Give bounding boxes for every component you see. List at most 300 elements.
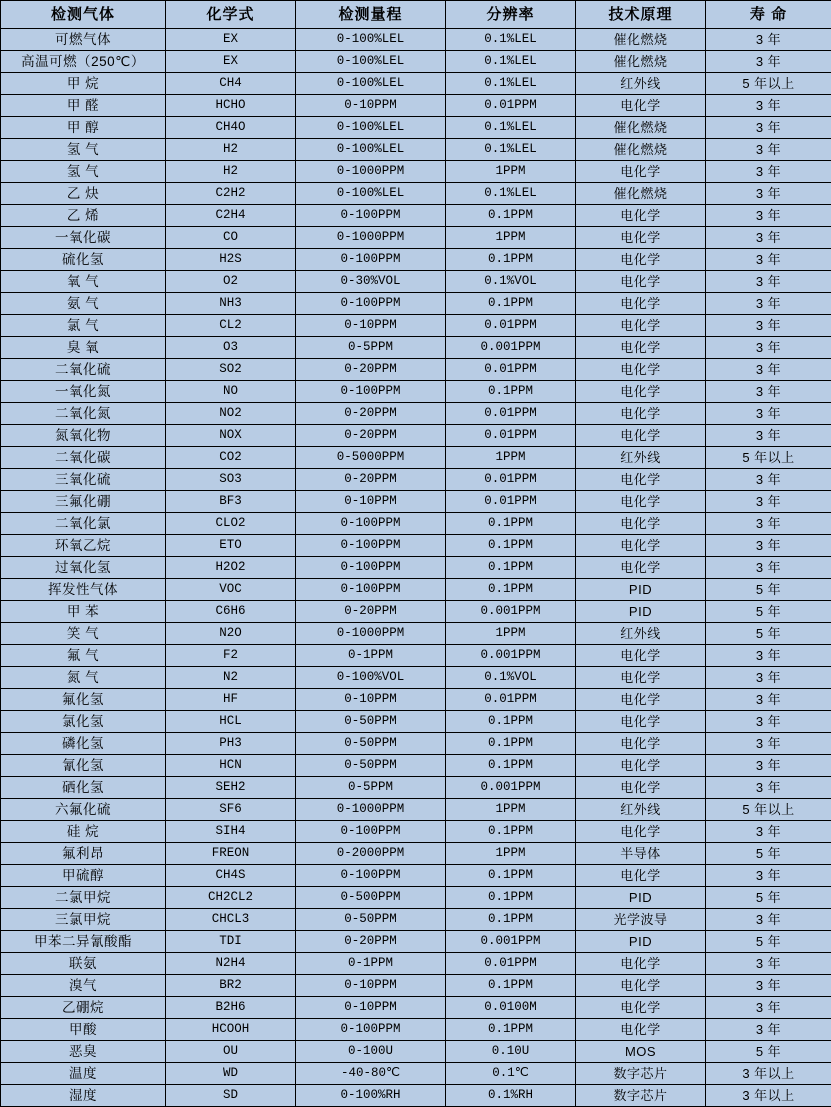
cell-lifetime: 3 年 bbox=[706, 491, 831, 513]
cell-gas: 氧 气 bbox=[1, 271, 166, 293]
cell-technology: 电化学 bbox=[576, 337, 706, 359]
cell-lifetime: 5 年 bbox=[706, 623, 831, 645]
cell-formula: NO bbox=[166, 381, 296, 403]
cell-resolution: 0.1PPM bbox=[446, 535, 576, 557]
cell-lifetime: 3 年 bbox=[706, 403, 831, 425]
cell-lifetime: 5 年 bbox=[706, 887, 831, 909]
cell-gas: 乙硼烷 bbox=[1, 997, 166, 1019]
table-row bbox=[1, 645, 831, 667]
cell-lifetime: 3 年 bbox=[706, 381, 831, 403]
table-row bbox=[1, 337, 831, 359]
cell-technology: 电化学 bbox=[576, 491, 706, 513]
table-row bbox=[1, 799, 831, 821]
cell-range: 0-20PPM bbox=[296, 425, 446, 447]
cell-resolution: 0.1%LEL bbox=[446, 73, 576, 95]
cell-resolution: 0.1PPM bbox=[446, 1019, 576, 1041]
cell-lifetime: 3 年 bbox=[706, 821, 831, 843]
cell-technology: 电化学 bbox=[576, 469, 706, 491]
cell-range: 0-100PPM bbox=[296, 865, 446, 887]
cell-formula: VOC bbox=[166, 579, 296, 601]
cell-resolution: 0.001PPM bbox=[446, 931, 576, 953]
cell-formula: N2O bbox=[166, 623, 296, 645]
cell-range: 0-100%LEL bbox=[296, 183, 446, 205]
cell-technology: 红外线 bbox=[576, 447, 706, 469]
cell-lifetime: 3 年 bbox=[706, 645, 831, 667]
cell-lifetime: 3 年 bbox=[706, 117, 831, 139]
table-header-row bbox=[1, 1, 831, 29]
cell-lifetime: 3 年 bbox=[706, 513, 831, 535]
cell-formula: HF bbox=[166, 689, 296, 711]
cell-formula: N2H4 bbox=[166, 953, 296, 975]
cell-gas: 臭 氧 bbox=[1, 337, 166, 359]
cell-gas: 氮 气 bbox=[1, 667, 166, 689]
cell-range: 0-100PPM bbox=[296, 557, 446, 579]
cell-lifetime: 3 年 bbox=[706, 755, 831, 777]
cell-formula: H2 bbox=[166, 161, 296, 183]
cell-gas: 二氧化氮 bbox=[1, 403, 166, 425]
cell-technology: 电化学 bbox=[576, 425, 706, 447]
cell-gas: 氮氧化物 bbox=[1, 425, 166, 447]
cell-resolution: 0.1%LEL bbox=[446, 29, 576, 51]
cell-gas: 溴气 bbox=[1, 975, 166, 997]
cell-gas: 甲硫醇 bbox=[1, 865, 166, 887]
table-row bbox=[1, 1085, 831, 1107]
cell-technology: 电化学 bbox=[576, 293, 706, 315]
cell-lifetime: 5 年以上 bbox=[706, 73, 831, 95]
cell-formula: OU bbox=[166, 1041, 296, 1063]
cell-lifetime: 3 年 bbox=[706, 337, 831, 359]
column-header-resolution: 分辨率 bbox=[446, 1, 576, 29]
table-row bbox=[1, 711, 831, 733]
cell-technology: PID bbox=[576, 887, 706, 909]
cell-resolution: 0.01PPM bbox=[446, 403, 576, 425]
table-row bbox=[1, 843, 831, 865]
cell-formula: EX bbox=[166, 51, 296, 73]
cell-technology: PID bbox=[576, 579, 706, 601]
table-row bbox=[1, 73, 831, 95]
cell-gas: 甲酸 bbox=[1, 1019, 166, 1041]
cell-gas: 二氧化碳 bbox=[1, 447, 166, 469]
cell-gas: 二氯甲烷 bbox=[1, 887, 166, 909]
cell-gas: 高温可燃（250℃） bbox=[1, 51, 166, 73]
table-row bbox=[1, 29, 831, 51]
cell-gas: 氟 气 bbox=[1, 645, 166, 667]
cell-resolution: 0.0100M bbox=[446, 997, 576, 1019]
cell-lifetime: 3 年 bbox=[706, 469, 831, 491]
cell-technology: 电化学 bbox=[576, 865, 706, 887]
cell-lifetime: 5 年以上 bbox=[706, 799, 831, 821]
cell-gas: 氯化氢 bbox=[1, 711, 166, 733]
cell-formula: WD bbox=[166, 1063, 296, 1085]
cell-resolution: 0.1PPM bbox=[446, 821, 576, 843]
cell-resolution: 0.1%LEL bbox=[446, 117, 576, 139]
cell-formula: HCL bbox=[166, 711, 296, 733]
cell-lifetime: 5 年 bbox=[706, 931, 831, 953]
cell-lifetime: 3 年 bbox=[706, 359, 831, 381]
cell-gas: 一氧化氮 bbox=[1, 381, 166, 403]
cell-range: 0-100PPM bbox=[296, 293, 446, 315]
cell-technology: 电化学 bbox=[576, 689, 706, 711]
cell-technology: 电化学 bbox=[576, 777, 706, 799]
cell-range: 0-100%VOL bbox=[296, 667, 446, 689]
cell-lifetime: 5 年以上 bbox=[706, 447, 831, 469]
cell-resolution: 0.1PPM bbox=[446, 293, 576, 315]
table-row bbox=[1, 601, 831, 623]
cell-formula: SF6 bbox=[166, 799, 296, 821]
cell-lifetime: 3 年 bbox=[706, 51, 831, 73]
cell-resolution: 0.01PPM bbox=[446, 315, 576, 337]
table-row bbox=[1, 381, 831, 403]
cell-technology: 催化燃烧 bbox=[576, 29, 706, 51]
cell-lifetime: 3 年 bbox=[706, 95, 831, 117]
cell-formula: B2H6 bbox=[166, 997, 296, 1019]
cell-range: 0-1000PPM bbox=[296, 623, 446, 645]
cell-range: 0-5PPM bbox=[296, 777, 446, 799]
table-row bbox=[1, 425, 831, 447]
cell-formula: CLO2 bbox=[166, 513, 296, 535]
cell-formula: NH3 bbox=[166, 293, 296, 315]
cell-technology: 电化学 bbox=[576, 667, 706, 689]
cell-resolution: 1PPM bbox=[446, 227, 576, 249]
cell-technology: 电化学 bbox=[576, 161, 706, 183]
cell-resolution: 0.1PPM bbox=[446, 513, 576, 535]
cell-formula: NOX bbox=[166, 425, 296, 447]
cell-range: 0-10PPM bbox=[296, 491, 446, 513]
table-row bbox=[1, 733, 831, 755]
cell-resolution: 0.1%LEL bbox=[446, 51, 576, 73]
cell-gas: 可燃气体 bbox=[1, 29, 166, 51]
cell-gas: 甲 醛 bbox=[1, 95, 166, 117]
cell-technology: 电化学 bbox=[576, 315, 706, 337]
cell-lifetime: 3 年以上 bbox=[706, 1063, 831, 1085]
cell-gas: 温度 bbox=[1, 1063, 166, 1085]
cell-gas: 挥发性气体 bbox=[1, 579, 166, 601]
cell-gas: 二氧化硫 bbox=[1, 359, 166, 381]
cell-gas: 甲 苯 bbox=[1, 601, 166, 623]
cell-range: 0-100%LEL bbox=[296, 29, 446, 51]
cell-formula: CHCL3 bbox=[166, 909, 296, 931]
table-row bbox=[1, 117, 831, 139]
cell-gas: 硅 烷 bbox=[1, 821, 166, 843]
table-row bbox=[1, 403, 831, 425]
cell-formula: CH4S bbox=[166, 865, 296, 887]
cell-resolution: 0.10U bbox=[446, 1041, 576, 1063]
cell-range: 0-1000PPM bbox=[296, 161, 446, 183]
table-row bbox=[1, 227, 831, 249]
cell-gas: 三氧化硫 bbox=[1, 469, 166, 491]
cell-gas: 乙 烯 bbox=[1, 205, 166, 227]
cell-gas: 硒化氢 bbox=[1, 777, 166, 799]
cell-resolution: 0.1PPM bbox=[446, 249, 576, 271]
cell-technology: 催化燃烧 bbox=[576, 183, 706, 205]
cell-resolution: 0.001PPM bbox=[446, 337, 576, 359]
cell-gas: 磷化氢 bbox=[1, 733, 166, 755]
cell-formula: CO2 bbox=[166, 447, 296, 469]
table-row bbox=[1, 755, 831, 777]
cell-lifetime: 3 年 bbox=[706, 315, 831, 337]
cell-lifetime: 3 年 bbox=[706, 975, 831, 997]
cell-range: 0-20PPM bbox=[296, 359, 446, 381]
cell-resolution: 1PPM bbox=[446, 623, 576, 645]
cell-technology: 红外线 bbox=[576, 799, 706, 821]
cell-lifetime: 3 年 bbox=[706, 293, 831, 315]
cell-gas: 氟利昂 bbox=[1, 843, 166, 865]
cell-formula: C6H6 bbox=[166, 601, 296, 623]
column-header-range: 检测量程 bbox=[296, 1, 446, 29]
cell-gas: 六氟化硫 bbox=[1, 799, 166, 821]
cell-gas: 二氧化氯 bbox=[1, 513, 166, 535]
cell-technology: 电化学 bbox=[576, 821, 706, 843]
cell-technology: 电化学 bbox=[576, 227, 706, 249]
table-row bbox=[1, 161, 831, 183]
cell-formula: CL2 bbox=[166, 315, 296, 337]
cell-technology: 电化学 bbox=[576, 711, 706, 733]
cell-gas: 笑 气 bbox=[1, 623, 166, 645]
cell-range: 0-5PPM bbox=[296, 337, 446, 359]
cell-range: 0-1PPM bbox=[296, 953, 446, 975]
cell-resolution: 0.01PPM bbox=[446, 491, 576, 513]
cell-range: 0-100%LEL bbox=[296, 117, 446, 139]
cell-resolution: 0.1PPM bbox=[446, 755, 576, 777]
cell-resolution: 0.1℃ bbox=[446, 1063, 576, 1085]
cell-range: -40-80℃ bbox=[296, 1063, 446, 1085]
cell-technology: 电化学 bbox=[576, 205, 706, 227]
table-row bbox=[1, 51, 831, 73]
table-row bbox=[1, 205, 831, 227]
column-header-technology: 技术原理 bbox=[576, 1, 706, 29]
cell-technology: 催化燃烧 bbox=[576, 51, 706, 73]
table-row bbox=[1, 689, 831, 711]
cell-resolution: 0.1PPM bbox=[446, 557, 576, 579]
cell-lifetime: 3 年 bbox=[706, 689, 831, 711]
cell-formula: CH2CL2 bbox=[166, 887, 296, 909]
cell-lifetime: 3 年 bbox=[706, 1019, 831, 1041]
cell-technology: 电化学 bbox=[576, 249, 706, 271]
cell-range: 0-100%LEL bbox=[296, 73, 446, 95]
cell-gas: 环氧乙烷 bbox=[1, 535, 166, 557]
table-row bbox=[1, 359, 831, 381]
cell-resolution: 0.01PPM bbox=[446, 469, 576, 491]
table-row bbox=[1, 1063, 831, 1085]
cell-formula: HCHO bbox=[166, 95, 296, 117]
cell-formula: C2H4 bbox=[166, 205, 296, 227]
cell-formula: N2 bbox=[166, 667, 296, 689]
table-row bbox=[1, 557, 831, 579]
cell-lifetime: 5 年 bbox=[706, 601, 831, 623]
cell-range: 0-100PPM bbox=[296, 1019, 446, 1041]
cell-resolution: 0.001PPM bbox=[446, 601, 576, 623]
cell-gas: 氨 气 bbox=[1, 293, 166, 315]
table-row bbox=[1, 315, 831, 337]
cell-formula: O3 bbox=[166, 337, 296, 359]
table-row bbox=[1, 997, 831, 1019]
cell-range: 0-20PPM bbox=[296, 601, 446, 623]
cell-gas: 氟化氢 bbox=[1, 689, 166, 711]
cell-range: 0-30%VOL bbox=[296, 271, 446, 293]
cell-range: 0-100%LEL bbox=[296, 139, 446, 161]
cell-formula: O2 bbox=[166, 271, 296, 293]
cell-resolution: 0.1PPM bbox=[446, 975, 576, 997]
cell-formula: SO3 bbox=[166, 469, 296, 491]
cell-range: 0-10PPM bbox=[296, 689, 446, 711]
cell-formula: HCOOH bbox=[166, 1019, 296, 1041]
cell-technology: PID bbox=[576, 931, 706, 953]
cell-formula: ETO bbox=[166, 535, 296, 557]
cell-lifetime: 5 年 bbox=[706, 579, 831, 601]
cell-gas: 甲苯二异氰酸酯 bbox=[1, 931, 166, 953]
cell-gas: 乙 炔 bbox=[1, 183, 166, 205]
cell-resolution: 1PPM bbox=[446, 843, 576, 865]
table-row bbox=[1, 249, 831, 271]
cell-resolution: 0.001PPM bbox=[446, 645, 576, 667]
cell-technology: 红外线 bbox=[576, 73, 706, 95]
cell-range: 0-20PPM bbox=[296, 469, 446, 491]
cell-technology: 催化燃烧 bbox=[576, 139, 706, 161]
cell-range: 0-100%LEL bbox=[296, 51, 446, 73]
cell-lifetime: 3 年 bbox=[706, 183, 831, 205]
cell-formula: C2H2 bbox=[166, 183, 296, 205]
cell-formula: NO2 bbox=[166, 403, 296, 425]
cell-formula: SIH4 bbox=[166, 821, 296, 843]
cell-lifetime: 5 年 bbox=[706, 843, 831, 865]
cell-resolution: 0.01PPM bbox=[446, 689, 576, 711]
cell-resolution: 0.1PPM bbox=[446, 381, 576, 403]
cell-formula: TDI bbox=[166, 931, 296, 953]
cell-formula: HCN bbox=[166, 755, 296, 777]
cell-lifetime: 3 年 bbox=[706, 909, 831, 931]
cell-resolution: 0.1%LEL bbox=[446, 139, 576, 161]
table-row bbox=[1, 469, 831, 491]
cell-range: 0-100PPM bbox=[296, 249, 446, 271]
cell-gas: 联氨 bbox=[1, 953, 166, 975]
table-row bbox=[1, 139, 831, 161]
table-row bbox=[1, 821, 831, 843]
table-row bbox=[1, 1019, 831, 1041]
cell-technology: 电化学 bbox=[576, 645, 706, 667]
table-row bbox=[1, 447, 831, 469]
cell-formula: SD bbox=[166, 1085, 296, 1107]
cell-range: 0-100U bbox=[296, 1041, 446, 1063]
cell-resolution: 0.1PPM bbox=[446, 711, 576, 733]
cell-gas: 湿度 bbox=[1, 1085, 166, 1107]
cell-lifetime: 3 年 bbox=[706, 997, 831, 1019]
cell-lifetime: 3 年 bbox=[706, 425, 831, 447]
cell-formula: SEH2 bbox=[166, 777, 296, 799]
table-row bbox=[1, 513, 831, 535]
cell-range: 0-1000PPM bbox=[296, 227, 446, 249]
cell-gas: 氰化氢 bbox=[1, 755, 166, 777]
cell-range: 0-10PPM bbox=[296, 997, 446, 1019]
cell-technology: 电化学 bbox=[576, 535, 706, 557]
cell-range: 0-20PPM bbox=[296, 403, 446, 425]
cell-formula: H2 bbox=[166, 139, 296, 161]
cell-formula: BF3 bbox=[166, 491, 296, 513]
table-row bbox=[1, 667, 831, 689]
cell-range: 0-100PPM bbox=[296, 513, 446, 535]
cell-resolution: 0.01PPM bbox=[446, 359, 576, 381]
table-row bbox=[1, 535, 831, 557]
cell-range: 0-100PPM bbox=[296, 381, 446, 403]
cell-technology: 半导体 bbox=[576, 843, 706, 865]
cell-gas: 硫化氢 bbox=[1, 249, 166, 271]
cell-technology: 电化学 bbox=[576, 95, 706, 117]
cell-resolution: 0.1%RH bbox=[446, 1085, 576, 1107]
cell-lifetime: 3 年 bbox=[706, 557, 831, 579]
cell-formula: CH4O bbox=[166, 117, 296, 139]
cell-formula: H2O2 bbox=[166, 557, 296, 579]
cell-range: 0-2000PPM bbox=[296, 843, 446, 865]
cell-formula: PH3 bbox=[166, 733, 296, 755]
table-row bbox=[1, 1041, 831, 1063]
cell-lifetime: 3 年 bbox=[706, 29, 831, 51]
cell-range: 0-50PPM bbox=[296, 733, 446, 755]
cell-resolution: 0.1PPM bbox=[446, 205, 576, 227]
cell-gas: 过氧化氢 bbox=[1, 557, 166, 579]
cell-resolution: 0.01PPM bbox=[446, 425, 576, 447]
table-row bbox=[1, 491, 831, 513]
cell-range: 0-5000PPM bbox=[296, 447, 446, 469]
cell-gas: 甲 醇 bbox=[1, 117, 166, 139]
cell-resolution: 1PPM bbox=[446, 799, 576, 821]
table-row bbox=[1, 95, 831, 117]
cell-technology: 电化学 bbox=[576, 381, 706, 403]
cell-range: 0-10PPM bbox=[296, 315, 446, 337]
cell-technology: 电化学 bbox=[576, 997, 706, 1019]
cell-lifetime: 3 年 bbox=[706, 205, 831, 227]
cell-technology: 数字芯片 bbox=[576, 1085, 706, 1107]
cell-gas: 三氟化硼 bbox=[1, 491, 166, 513]
cell-resolution: 0.1PPM bbox=[446, 733, 576, 755]
cell-lifetime: 3 年 bbox=[706, 733, 831, 755]
column-header-formula: 化学式 bbox=[166, 1, 296, 29]
table-row bbox=[1, 623, 831, 645]
cell-formula: H2S bbox=[166, 249, 296, 271]
table-row bbox=[1, 183, 831, 205]
cell-formula: CH4 bbox=[166, 73, 296, 95]
table-row bbox=[1, 887, 831, 909]
cell-range: 0-50PPM bbox=[296, 711, 446, 733]
cell-lifetime: 3 年 bbox=[706, 161, 831, 183]
cell-resolution: 1PPM bbox=[446, 447, 576, 469]
table-row bbox=[1, 909, 831, 931]
cell-technology: 电化学 bbox=[576, 733, 706, 755]
table-row bbox=[1, 579, 831, 601]
cell-lifetime: 3 年以上 bbox=[706, 1085, 831, 1107]
cell-gas: 三氯甲烷 bbox=[1, 909, 166, 931]
cell-resolution: 0.1%LEL bbox=[446, 183, 576, 205]
cell-technology: 电化学 bbox=[576, 403, 706, 425]
cell-formula: SO2 bbox=[166, 359, 296, 381]
cell-lifetime: 3 年 bbox=[706, 667, 831, 689]
table-row bbox=[1, 271, 831, 293]
cell-formula: CO bbox=[166, 227, 296, 249]
table-row bbox=[1, 777, 831, 799]
cell-technology: 电化学 bbox=[576, 1019, 706, 1041]
cell-lifetime: 3 年 bbox=[706, 711, 831, 733]
cell-gas: 甲 烷 bbox=[1, 73, 166, 95]
cell-lifetime: 3 年 bbox=[706, 777, 831, 799]
cell-technology: PID bbox=[576, 601, 706, 623]
cell-resolution: 0.1%VOL bbox=[446, 667, 576, 689]
cell-technology: 电化学 bbox=[576, 557, 706, 579]
cell-lifetime: 3 年 bbox=[706, 227, 831, 249]
cell-technology: 催化燃烧 bbox=[576, 117, 706, 139]
cell-range: 0-100PPM bbox=[296, 579, 446, 601]
cell-resolution: 0.1%VOL bbox=[446, 271, 576, 293]
cell-gas: 氢 气 bbox=[1, 139, 166, 161]
cell-range: 0-500PPM bbox=[296, 887, 446, 909]
table-row bbox=[1, 953, 831, 975]
